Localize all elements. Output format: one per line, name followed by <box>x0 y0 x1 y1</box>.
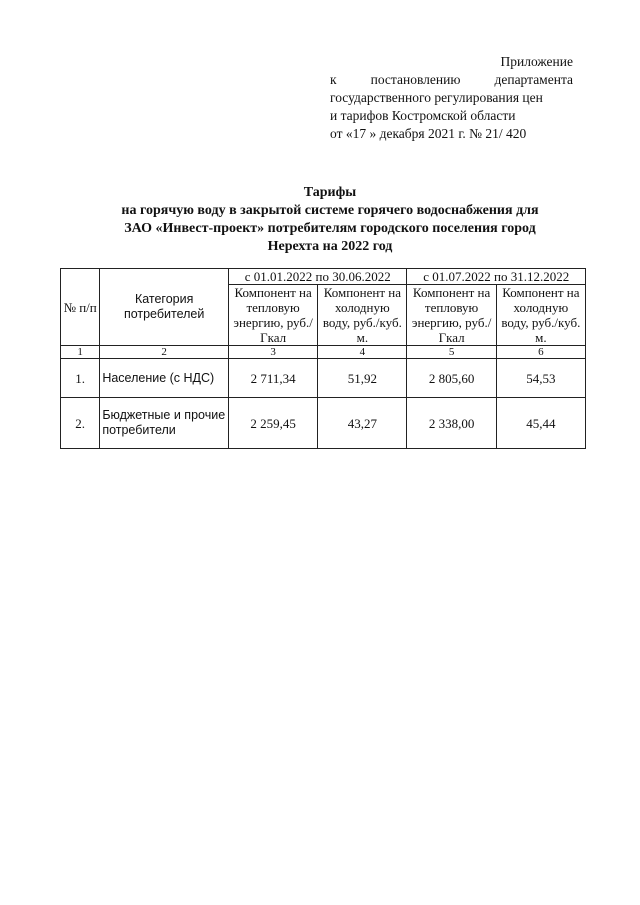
header-comp-cold-1: Компонент на холодную воду, руб./куб. м. <box>318 285 407 346</box>
row-value: 45,44 <box>496 398 585 449</box>
row-value: 51,92 <box>318 359 407 398</box>
header-num: № п/п <box>61 269 100 346</box>
header-period-1: с 01.01.2022 по 30.06.2022 <box>229 269 407 285</box>
column-index: 1 <box>61 346 100 359</box>
column-index: 4 <box>318 346 407 359</box>
heading-line-3: ЗАО «Инвест-проект» потребителям городского поселения город <box>124 221 536 236</box>
header-period-2: с 01.07.2022 по 31.12.2022 <box>407 269 586 285</box>
row-value: 2 338,00 <box>407 398 496 449</box>
header-row-periods <box>61 269 586 285</box>
column-index: 2 <box>100 346 229 359</box>
table-row <box>61 359 586 398</box>
row-num: 2. <box>61 398 100 449</box>
appendix-line-3: и тарифов Костромской области <box>330 108 516 123</box>
appendix-line-2: государственного регулирования цен <box>330 90 543 105</box>
column-index: 3 <box>229 346 318 359</box>
header-comp-heat-1: Компонент на тепловую энергию, руб./Гкал <box>229 285 318 346</box>
table-row <box>61 398 586 449</box>
heading-line-4: Нерехта на 2022 год <box>267 239 393 254</box>
tariff-table <box>60 268 586 449</box>
appendix-line-1: к постановлению департамента <box>330 72 573 87</box>
row-category: Бюджетные и прочие потребители <box>100 398 229 449</box>
column-index-row <box>61 346 586 359</box>
header-category: Категория потребителей <box>100 269 229 346</box>
row-value: 2 711,34 <box>229 359 318 398</box>
header-comp-cold-2: Компонент на холодную воду, руб./куб. м. <box>496 285 585 346</box>
header-comp-heat-2: Компонент на тепловую энергию, руб./Гкал <box>407 285 496 346</box>
row-category: Население (с НДС) <box>100 359 229 398</box>
column-index: 6 <box>496 346 585 359</box>
heading-line-2: на горячую воду в закрытой системе горячего водоснабжения для <box>121 203 539 218</box>
row-num: 1. <box>61 359 100 398</box>
appendix-block <box>330 53 573 143</box>
appendix-line-4: от «17 » декабря 2021 г. № 21/ 420 <box>330 126 527 141</box>
column-index: 5 <box>407 346 496 359</box>
document-heading <box>60 184 600 256</box>
appendix-title: Приложение <box>500 54 573 69</box>
row-value: 54,53 <box>496 359 585 398</box>
row-value: 2 805,60 <box>407 359 496 398</box>
row-value: 2 259,45 <box>229 398 318 449</box>
heading-line-1: Тарифы <box>303 185 357 200</box>
row-value: 43,27 <box>318 398 407 449</box>
